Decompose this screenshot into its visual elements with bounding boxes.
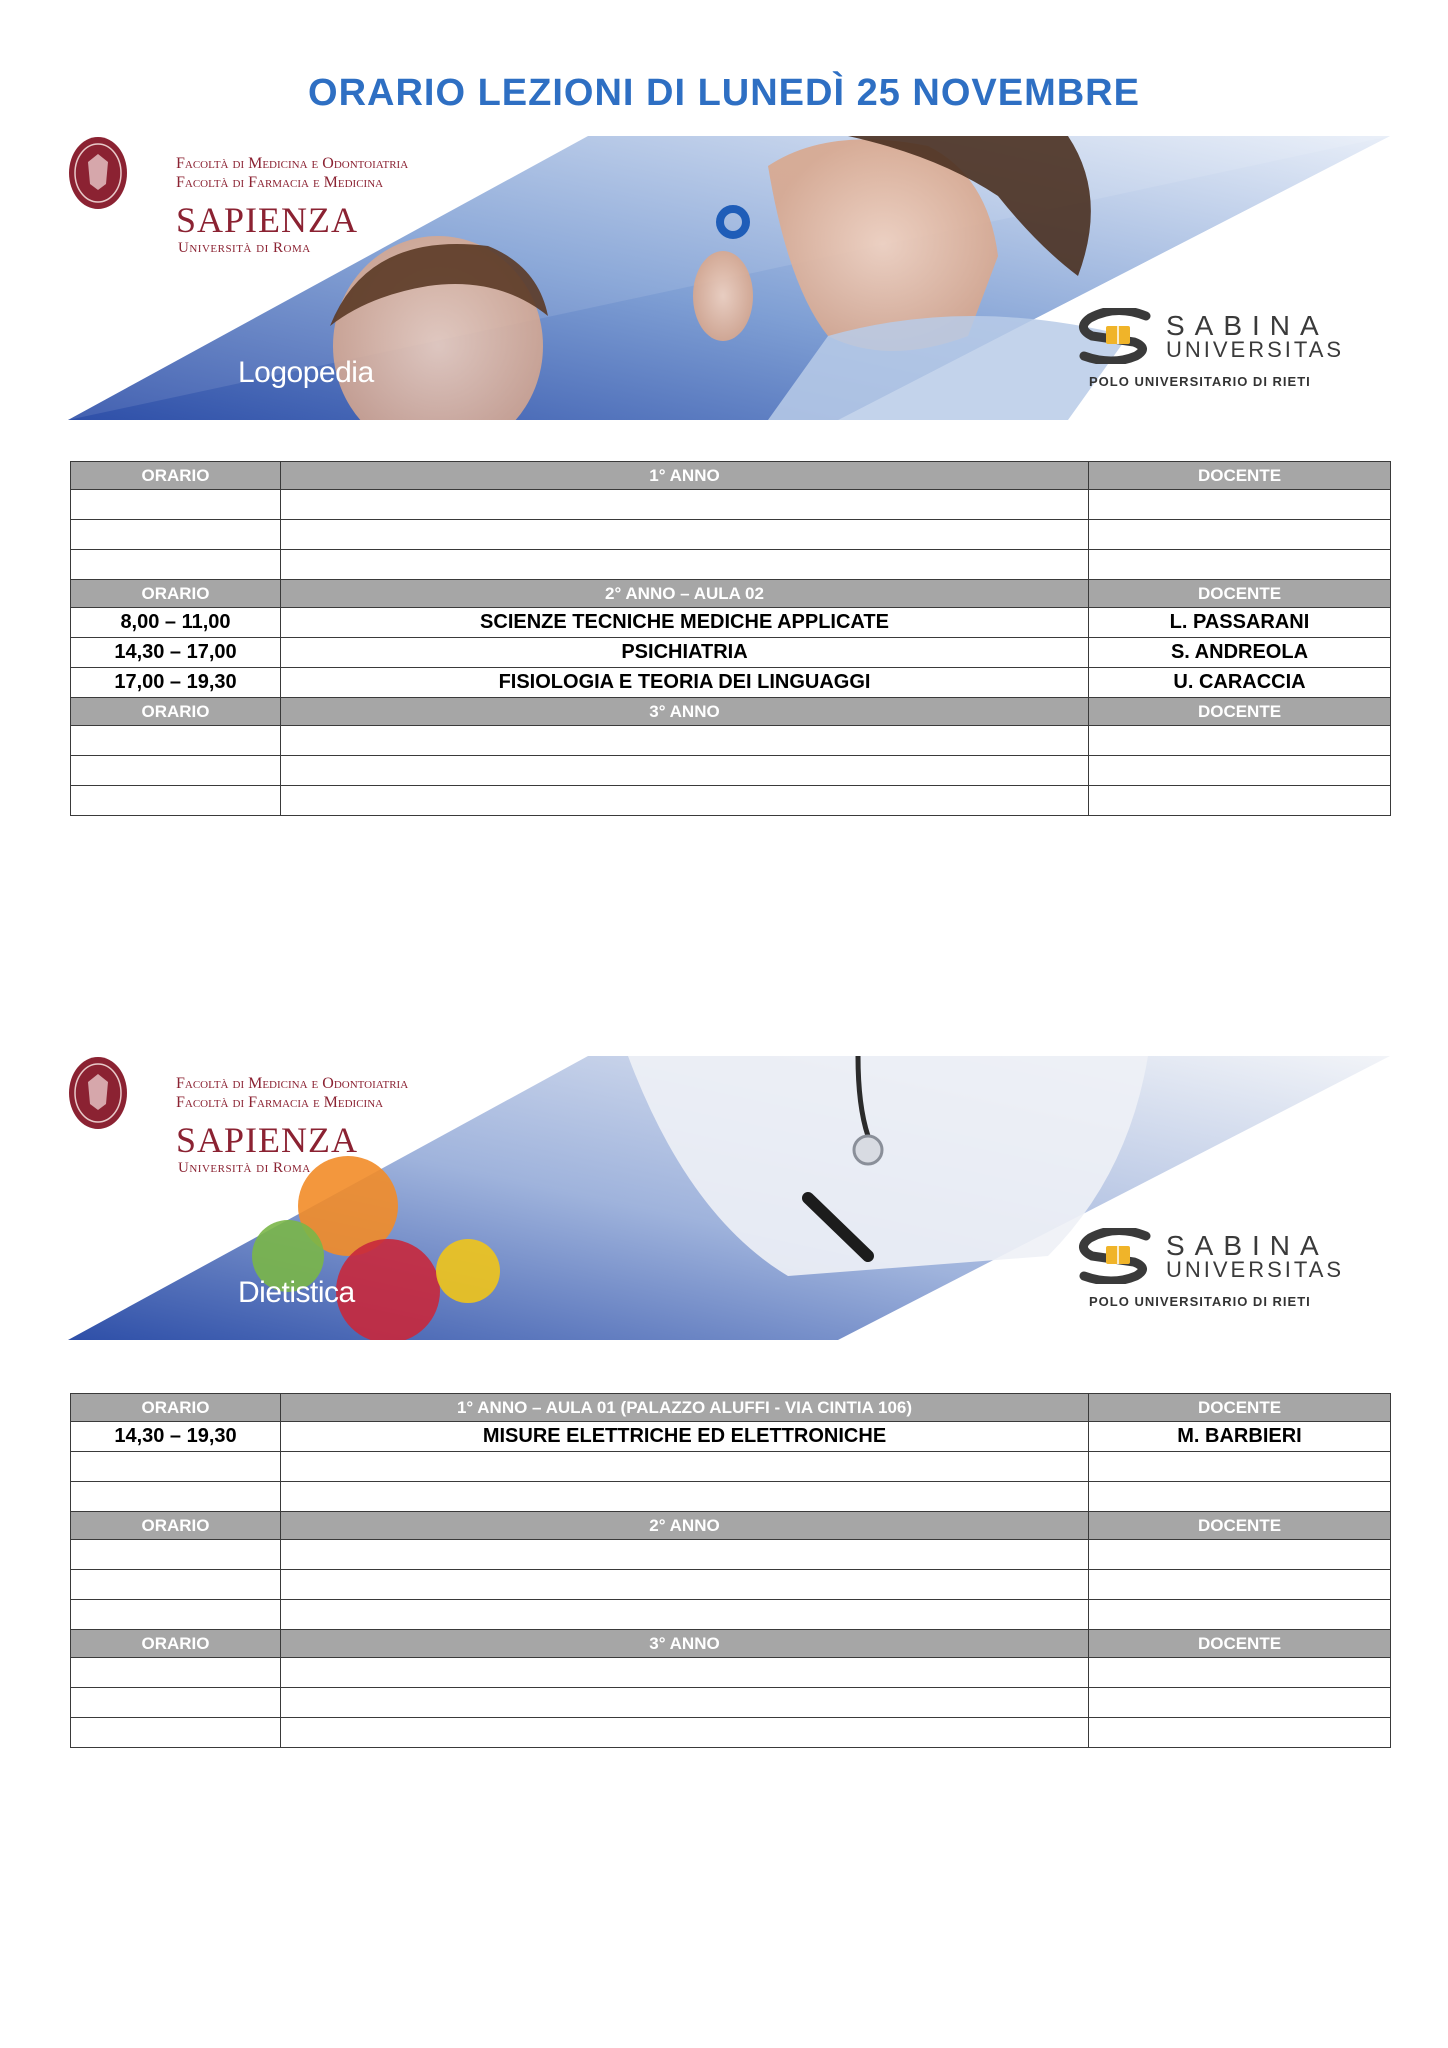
header-docente: DOCENTE: [1089, 580, 1391, 608]
table-header-row: [71, 462, 1391, 490]
cell-teacher: L. PASSARANI: [1089, 608, 1391, 638]
cell-time: [71, 1570, 281, 1600]
table-row: [71, 1540, 1391, 1570]
cell-teacher: U. CARACCIA: [1089, 668, 1391, 698]
sapienza-seal-icon: [68, 136, 128, 210]
cell-subject: [281, 1570, 1089, 1600]
sabina-s-icon: [1076, 308, 1158, 364]
cell-subject: [281, 550, 1089, 580]
cell-teacher: [1089, 1718, 1391, 1748]
faculty-line-1: Facoltà di Medicina e Odontoiatria: [176, 155, 409, 172]
cell-time: [71, 1482, 281, 1512]
sabina-universitas-logo: [1076, 308, 1376, 398]
cell-time: [71, 1718, 281, 1748]
university-subtitle: Università di Roma: [178, 1160, 311, 1176]
cell-subject: MISURE ELETTRICHE ED ELETTRONICHE: [281, 1422, 1089, 1452]
cell-subject: [281, 1452, 1089, 1482]
cell-subject: [281, 490, 1089, 520]
sabina-word: SABINA: [1166, 1230, 1329, 1261]
table-row: [71, 1600, 1391, 1630]
table-row: [71, 1688, 1391, 1718]
faculty-line-2: Facoltà di Farmacia e Medicina: [176, 1094, 384, 1111]
cell-teacher: [1089, 1570, 1391, 1600]
table-row: [71, 520, 1391, 550]
table-row: [71, 1570, 1391, 1600]
cell-time: 8,00 – 11,00: [71, 608, 281, 638]
table-row: [71, 1422, 1391, 1452]
cell-time: [71, 786, 281, 816]
cell-teacher: [1089, 1688, 1391, 1718]
cell-subject: [281, 1718, 1089, 1748]
universitas-word: UNIVERSITAS: [1166, 1257, 1345, 1282]
cell-teacher: [1089, 756, 1391, 786]
header-year: 1° ANNO: [281, 462, 1089, 490]
sapienza-seal-icon: [68, 1056, 128, 1130]
cell-time: [71, 1540, 281, 1570]
header-orario: ORARIO: [71, 462, 281, 490]
page-title: ORARIO LEZIONI DI LUNEDÌ 25 NOVEMBRE: [308, 72, 1140, 114]
cell-time: [71, 1452, 281, 1482]
table-header-row: [71, 1512, 1391, 1540]
polo-subtitle: POLO UNIVERSITARIO DI RIETI: [1089, 1294, 1311, 1309]
table-row: [71, 638, 1391, 668]
table-row: [71, 608, 1391, 638]
faculty-lines: [176, 154, 408, 192]
faculty-lines: [176, 1074, 408, 1112]
table-row: [71, 1658, 1391, 1688]
schedule-table-dietistica: [70, 1393, 1391, 1748]
course-name: Logopedia: [238, 356, 374, 389]
table-header-row: [71, 580, 1391, 608]
cell-subject: [281, 756, 1089, 786]
cell-teacher: [1089, 490, 1391, 520]
table-row: [71, 490, 1391, 520]
cell-teacher: [1089, 550, 1391, 580]
header-year: 2° ANNO: [281, 1512, 1089, 1540]
banner-logopedia: [68, 136, 1390, 420]
table-row: [71, 786, 1391, 816]
cell-subject: PSICHIATRIA: [281, 638, 1089, 668]
sabina-word: SABINA: [1166, 310, 1329, 341]
header-year: 1° ANNO – AULA 01 (PALAZZO ALUFFI - VIA CINTIA 106): [281, 1394, 1089, 1422]
sabina-s-icon: [1076, 1228, 1158, 1284]
header-year: 3° ANNO: [281, 698, 1089, 726]
cell-time: [71, 1688, 281, 1718]
cell-time: [71, 1600, 281, 1630]
polo-subtitle: POLO UNIVERSITARIO DI RIETI: [1089, 374, 1311, 389]
table-row: [71, 756, 1391, 786]
cell-teacher: [1089, 1540, 1391, 1570]
header-docente: DOCENTE: [1089, 698, 1391, 726]
sabina-universitas-logo: [1076, 1228, 1376, 1318]
header-orario: ORARIO: [71, 698, 281, 726]
header-year: 2° ANNO – AULA 02: [281, 580, 1089, 608]
table-row: [71, 726, 1391, 756]
cell-time: 14,30 – 19,30: [71, 1422, 281, 1452]
cell-subject: [281, 1540, 1089, 1570]
table-header-row: [71, 698, 1391, 726]
university-subtitle: Università di Roma: [178, 240, 311, 256]
faculty-line-2: Facoltà di Farmacia e Medicina: [176, 174, 384, 191]
cell-time: 14,30 – 17,00: [71, 638, 281, 668]
table-row: [71, 1452, 1391, 1482]
header-docente: DOCENTE: [1089, 1630, 1391, 1658]
cell-subject: [281, 1482, 1089, 1512]
table-row: [71, 1718, 1391, 1748]
cell-subject: [281, 726, 1089, 756]
banner-dietistica: [68, 1056, 1390, 1340]
header-orario: ORARIO: [71, 580, 281, 608]
table-row: [71, 668, 1391, 698]
cell-teacher: [1089, 520, 1391, 550]
cell-teacher: [1089, 786, 1391, 816]
cell-teacher: S. ANDREOLA: [1089, 638, 1391, 668]
header-docente: DOCENTE: [1089, 1394, 1391, 1422]
university-name: SAPIENZA: [176, 1120, 359, 1160]
cell-teacher: [1089, 726, 1391, 756]
cell-time: [71, 550, 281, 580]
cell-subject: [281, 1600, 1089, 1630]
course-name: Dietistica: [238, 1276, 355, 1309]
cell-time: [71, 1658, 281, 1688]
cell-time: [71, 726, 281, 756]
faculty-line-1: Facoltà di Medicina e Odontoiatria: [176, 1075, 409, 1092]
universitas-word: UNIVERSITAS: [1166, 337, 1345, 362]
header-year: 3° ANNO: [281, 1630, 1089, 1658]
header-orario: ORARIO: [71, 1394, 281, 1422]
cell-subject: [281, 1688, 1089, 1718]
table-row: [71, 550, 1391, 580]
university-name: SAPIENZA: [176, 200, 359, 240]
cell-teacher: [1089, 1482, 1391, 1512]
header-docente: DOCENTE: [1089, 462, 1391, 490]
table-header-row: [71, 1630, 1391, 1658]
cell-teacher: [1089, 1600, 1391, 1630]
cell-subject: [281, 786, 1089, 816]
header-docente: DOCENTE: [1089, 1512, 1391, 1540]
cell-subject: FISIOLOGIA E TEORIA DEI LINGUAGGI: [281, 668, 1089, 698]
cell-subject: SCIENZE TECNICHE MEDICHE APPLICATE: [281, 608, 1089, 638]
header-orario: ORARIO: [71, 1512, 281, 1540]
table-row: [71, 1482, 1391, 1512]
cell-time: [71, 490, 281, 520]
cell-time: 17,00 – 19,30: [71, 668, 281, 698]
cell-subject: [281, 520, 1089, 550]
cell-teacher: [1089, 1452, 1391, 1482]
cell-teacher: M. BARBIERI: [1089, 1422, 1391, 1452]
cell-time: [71, 520, 281, 550]
table-header-row: [71, 1394, 1391, 1422]
cell-subject: [281, 1658, 1089, 1688]
header-orario: ORARIO: [71, 1630, 281, 1658]
cell-teacher: [1089, 1658, 1391, 1688]
schedule-table-logopedia: [70, 461, 1391, 816]
cell-time: [71, 756, 281, 786]
